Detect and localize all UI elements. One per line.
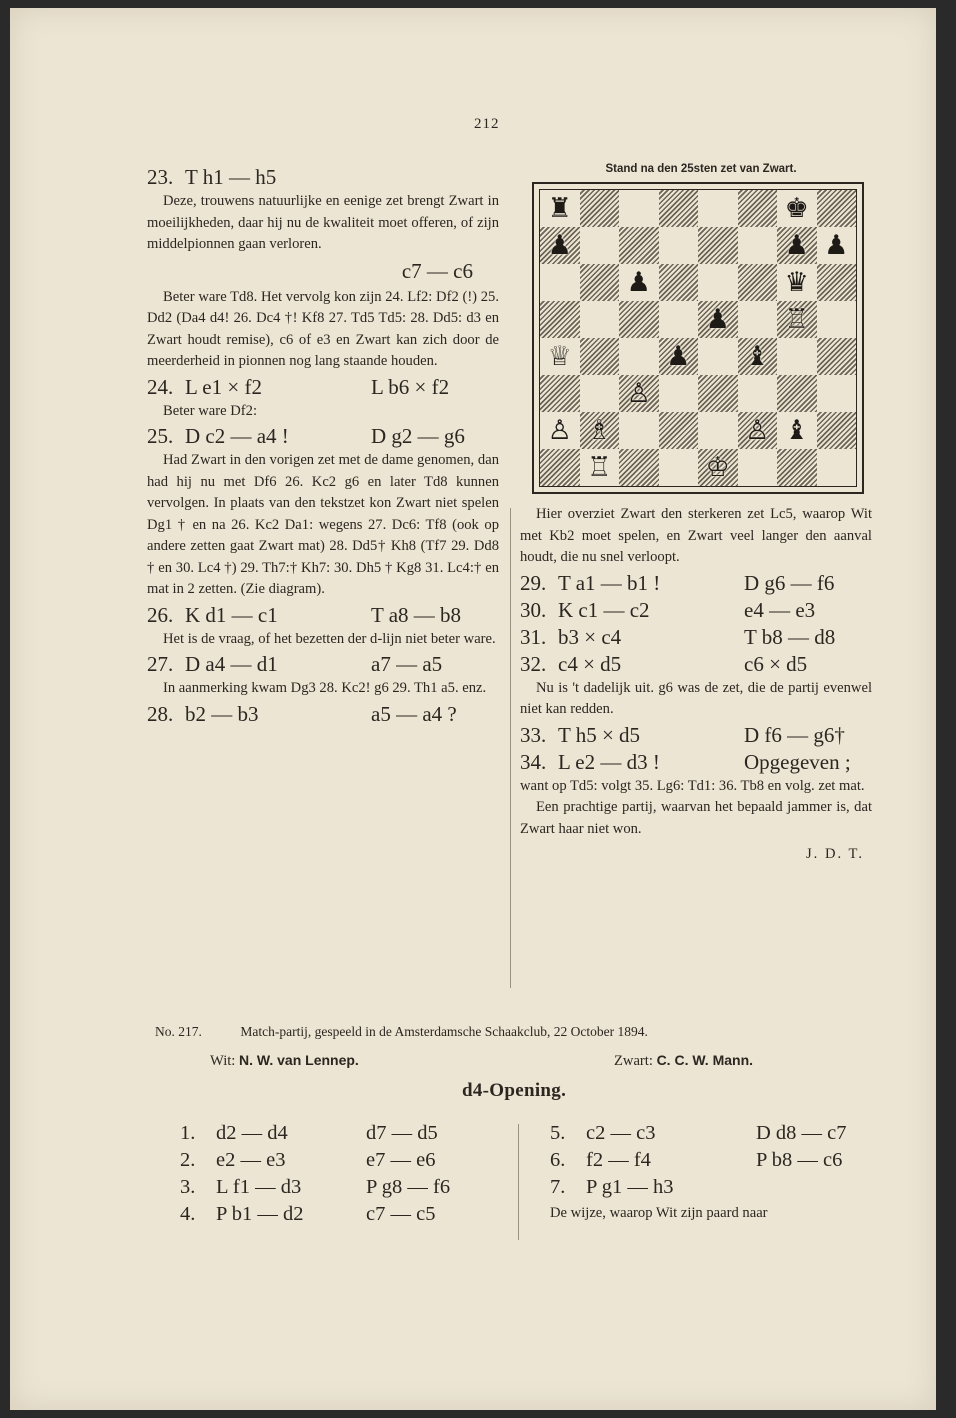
board-square xyxy=(619,338,659,375)
board-square xyxy=(580,375,620,412)
move-number: 34. xyxy=(520,749,547,774)
move-line xyxy=(520,571,872,596)
white-move: K c1 — c2 xyxy=(558,597,650,622)
left-column xyxy=(147,163,499,728)
board-square xyxy=(540,338,580,375)
black-move: D d8 — c7 xyxy=(756,1122,847,1144)
board-square xyxy=(580,449,620,486)
opening-title: d4-Opening. xyxy=(462,1080,567,1101)
move-number: 28. xyxy=(147,701,174,726)
board-square xyxy=(580,190,620,227)
diagram-caption: Stand na den 25sten zet van Zwart. xyxy=(605,163,797,175)
board-square xyxy=(580,264,620,301)
white-move: f2 — f4 xyxy=(586,1149,651,1171)
move-number: 30. xyxy=(520,597,547,622)
move-number: 27. xyxy=(147,652,174,676)
board-square xyxy=(698,375,738,412)
chess-piece-icon: ♙ xyxy=(547,415,572,445)
board-square xyxy=(698,301,738,338)
move-number: 25. xyxy=(147,424,174,448)
white-move: e2 — e3 xyxy=(216,1149,286,1171)
move-number: 3. xyxy=(180,1176,196,1198)
board-square xyxy=(659,449,699,486)
commentary-paragraph: Het is de vraag, of het bezetten der d-lijn niet beter ware. xyxy=(163,630,496,647)
board-square xyxy=(580,412,620,449)
black-move: D f6 — g6† xyxy=(744,722,845,747)
board-square xyxy=(817,301,857,338)
black-move: a7 — a5 xyxy=(371,652,443,676)
commentary-paragraph: Deze, trouwens natuurlijke en eenige zet brengt Zwart in moeilijkheden, daar hij nu de kwaliteit moet offeren, of zijn middelpionnen gaan verloren. xyxy=(147,193,499,252)
board-square xyxy=(659,264,699,301)
black-move: T a8 — b8 xyxy=(371,602,462,627)
moves-right-list xyxy=(550,1120,876,1201)
move-number: 29. xyxy=(520,570,547,595)
move-line xyxy=(180,1120,486,1147)
board-square xyxy=(698,264,738,301)
chess-piece-icon: ♟ xyxy=(547,230,572,260)
chess-piece-icon: ♜ xyxy=(547,193,572,223)
board-square xyxy=(738,227,778,264)
commentary-paragraph: Een prachtige partij, waarvan het bepaald jammer is, dat Zwart haar niet won. xyxy=(520,799,872,837)
move-line xyxy=(550,1120,876,1147)
move-line xyxy=(520,625,872,650)
move-line xyxy=(147,165,499,190)
chess-piece-icon: ♟ xyxy=(705,304,730,334)
board-square xyxy=(619,227,659,264)
black-move: P g8 — f6 xyxy=(366,1176,451,1198)
board-square xyxy=(540,449,580,486)
board-square xyxy=(540,227,580,264)
black-move xyxy=(756,1174,876,1201)
board-square xyxy=(738,412,778,449)
move-number: 31. xyxy=(520,624,547,649)
black-player-name: C. C. W. Mann. xyxy=(656,1052,754,1068)
move-line xyxy=(520,598,872,623)
board-square xyxy=(619,412,659,449)
commentary-paragraph: Nu is 't dadelijk uit. g6 was de zet, die de partij evenwel niet kan redden. xyxy=(520,679,872,717)
white-move: K d1 — c1 xyxy=(185,602,278,627)
board-square xyxy=(659,338,699,375)
board-square xyxy=(580,227,620,264)
white-player xyxy=(210,1052,359,1070)
move-line xyxy=(180,1174,486,1201)
board-square xyxy=(540,412,580,449)
chess-piece-icon: ♖ xyxy=(784,304,809,334)
move-number: 23. xyxy=(147,165,174,189)
board-square xyxy=(659,375,699,412)
white-move: d2 — d4 xyxy=(216,1122,288,1144)
author-signature: J. D. T. xyxy=(805,846,864,862)
board-square xyxy=(698,338,738,375)
chess-piece-icon: ♙ xyxy=(745,415,770,445)
board-square xyxy=(817,227,857,264)
board-square xyxy=(659,412,699,449)
black-move: a5 — a4 ? xyxy=(371,701,457,726)
moves-left-column xyxy=(180,1120,486,1228)
commentary-paragraph: In aanmerking kwam Dg3 28. Kc2! g6 29. Th1 a5. enz. xyxy=(163,680,487,696)
board-square xyxy=(540,264,580,301)
board-square xyxy=(738,338,778,375)
move-number: 5. xyxy=(550,1122,566,1144)
move-line xyxy=(180,1147,486,1174)
board-square xyxy=(777,190,817,227)
move-number: 32. xyxy=(520,651,547,676)
move-number: 1. xyxy=(180,1122,196,1144)
board-square xyxy=(777,412,817,449)
white-move: b2 — b3 xyxy=(185,701,259,726)
black-move: T b8 — d8 xyxy=(744,624,836,649)
board-square xyxy=(817,375,857,412)
black-move: Opgegeven ; xyxy=(744,749,851,774)
board-square xyxy=(777,338,817,375)
chess-piece-icon: ♟ xyxy=(824,230,849,260)
right-column xyxy=(520,163,872,863)
move-number: 4. xyxy=(180,1203,196,1225)
black-move: D g6 — f6 xyxy=(744,570,835,595)
white-move: P g1 — h3 xyxy=(586,1176,674,1198)
board-square xyxy=(817,338,857,375)
black-move: c7 — c6 xyxy=(401,258,473,283)
black-move: d7 — d5 xyxy=(366,1122,438,1144)
board-square xyxy=(659,227,699,264)
black-move: L b6 × f2 xyxy=(371,374,450,399)
board-square xyxy=(619,449,659,486)
board-square xyxy=(540,375,580,412)
trailing-text: De wijze, waarop Wit zijn paard naar xyxy=(550,1205,768,1221)
move-line xyxy=(550,1174,876,1201)
white-move: L e2 — d3 ! xyxy=(558,749,660,774)
chess-piece-icon: ♟ xyxy=(666,341,691,371)
column-divider xyxy=(510,508,511,988)
board-square xyxy=(738,301,778,338)
black-move: D g2 — g6 xyxy=(371,424,465,448)
chess-piece-icon: ♖ xyxy=(587,452,612,482)
move-line xyxy=(147,702,499,727)
board-square xyxy=(777,227,817,264)
game-number: No. 217. xyxy=(155,1024,202,1039)
chess-diagram xyxy=(532,182,864,494)
white-move: b3 × c4 xyxy=(558,624,622,649)
commentary-paragraph: Had Zwart in den vorigen zet met de dame genomen, dan had hij nu met Df6 26. Kc2 g6 en later Td8 kunnen vervolgen. In plaats van den tekstzet kon Zwart niet spelen Dg1 † en na 26. Kc2 Da1: wegens 27. Dc6: Tf8 (ook op andere zetten gaat Zwart mat) 28. Dd5† Kh8 (Tf7 29. Dd8 † en 30. Lc4 †) 29. Th7:† Kh7: 30. Dh5 † Kg8 31. Lc4:† en mat in 2 zetten. (Zie diagram). xyxy=(147,452,499,597)
board-square xyxy=(619,301,659,338)
black-label: Zwart: xyxy=(614,1053,653,1069)
commentary-paragraph: Beter ware Df2: xyxy=(163,402,258,419)
white-move: T h5 × d5 xyxy=(558,722,641,747)
black-move: c6 × d5 xyxy=(744,651,808,676)
move-number: 24. xyxy=(147,374,174,399)
move-line xyxy=(147,375,499,400)
chess-piece-icon: ♕ xyxy=(547,341,572,371)
move-number: 6. xyxy=(550,1149,566,1171)
commentary-paragraph: Beter ware Td8. Het vervolg kon zijn 24. Lf2: Df2 (!) 25. Dd2 (Da4 d4! 26. Dc4 †! Kf8 27. Td5 Td5: 28. Dd5: d3 en Zwart houdt remise), c6 of e3 en Zwart kan zich door de meerderheid in pionnen nog lang staande houden. xyxy=(147,288,499,369)
black-move: e4 — e3 xyxy=(744,597,816,622)
board-square xyxy=(698,227,738,264)
right-column-text xyxy=(520,504,872,840)
white-player-name: N. W. van Lennep. xyxy=(239,1052,359,1068)
chess-piece-icon: ♙ xyxy=(626,378,651,408)
board-square xyxy=(817,412,857,449)
chess-board xyxy=(539,189,857,487)
white-move: T a1 — b1 ! xyxy=(558,570,661,595)
board-square xyxy=(698,190,738,227)
board-square xyxy=(619,190,659,227)
black-move: c7 — c5 xyxy=(366,1203,436,1225)
white-move: c4 × d5 xyxy=(558,651,622,676)
page-number: 212 xyxy=(474,116,500,132)
move-line xyxy=(147,603,499,628)
move-line xyxy=(520,652,872,677)
move-line xyxy=(147,424,499,449)
white-label: Wit: xyxy=(210,1053,236,1069)
white-move: T h1 — h5 xyxy=(185,165,277,189)
white-move: c2 — c3 xyxy=(586,1122,656,1144)
board-square xyxy=(817,264,857,301)
board-square xyxy=(777,449,817,486)
board-square xyxy=(777,301,817,338)
move-line xyxy=(550,1147,876,1174)
black-move xyxy=(371,165,491,190)
white-move: P b1 — d2 xyxy=(216,1203,304,1225)
white-move: D a4 — d1 xyxy=(185,652,278,676)
board-square xyxy=(777,264,817,301)
chess-piece-icon: ♝ xyxy=(784,415,809,445)
board-square xyxy=(659,301,699,338)
board-square xyxy=(698,449,738,486)
move-number: 2. xyxy=(180,1149,196,1171)
move-number: 33. xyxy=(520,722,547,747)
move-number: 7. xyxy=(550,1176,566,1198)
page xyxy=(10,8,936,1410)
white-move: D c2 — a4 ! xyxy=(185,424,289,448)
black-player xyxy=(614,1052,753,1070)
move-line xyxy=(180,1201,486,1228)
commentary-paragraph: Hier overziet Zwart den sterkeren zet Lc5, waarop Wit met Kb2 moet spelen, en Zwart veel langer den aanval houdt, die nu snel verloopt. xyxy=(520,506,872,565)
board-square xyxy=(619,375,659,412)
board-square xyxy=(738,264,778,301)
white-move: L e1 × f2 xyxy=(185,374,262,399)
moves-divider xyxy=(518,1124,519,1240)
chess-piece-icon: ♟ xyxy=(784,230,809,260)
game-title: Match-partij, gespeeld in de Amsterdamsche Schaakclub, 22 October 1894. xyxy=(240,1024,648,1039)
board-square xyxy=(738,375,778,412)
move-line xyxy=(520,723,872,748)
board-square xyxy=(540,301,580,338)
commentary-paragraph: want op Td5: volgt 35. Lg6: Td1: 36. Tb8 en volg. zet mat. xyxy=(520,777,865,794)
board-square xyxy=(738,449,778,486)
game-heading xyxy=(155,1024,875,1040)
chess-piece-icon: ♔ xyxy=(705,452,730,482)
move-line xyxy=(147,652,499,677)
chess-piece-icon: ♝ xyxy=(745,341,770,371)
black-move: e7 — e6 xyxy=(366,1149,436,1171)
board-square xyxy=(540,190,580,227)
board-square xyxy=(777,375,817,412)
board-square xyxy=(817,190,857,227)
board-square xyxy=(698,412,738,449)
chess-piece-icon: ♛ xyxy=(784,267,809,297)
chess-piece-icon: ♚ xyxy=(784,193,809,223)
chess-piece-icon: ♗ xyxy=(587,415,612,445)
board-square xyxy=(817,449,857,486)
white-move: L f1 — d3 xyxy=(216,1176,302,1198)
board-square xyxy=(659,190,699,227)
board-square xyxy=(619,264,659,301)
black-move: P b8 — c6 xyxy=(756,1149,843,1171)
chess-piece-icon: ♟ xyxy=(626,267,651,297)
board-square xyxy=(580,301,620,338)
board-square xyxy=(580,338,620,375)
move-line xyxy=(520,750,872,775)
move-number: 26. xyxy=(147,602,174,627)
moves-right-column xyxy=(550,1120,876,1225)
board-square xyxy=(738,190,778,227)
